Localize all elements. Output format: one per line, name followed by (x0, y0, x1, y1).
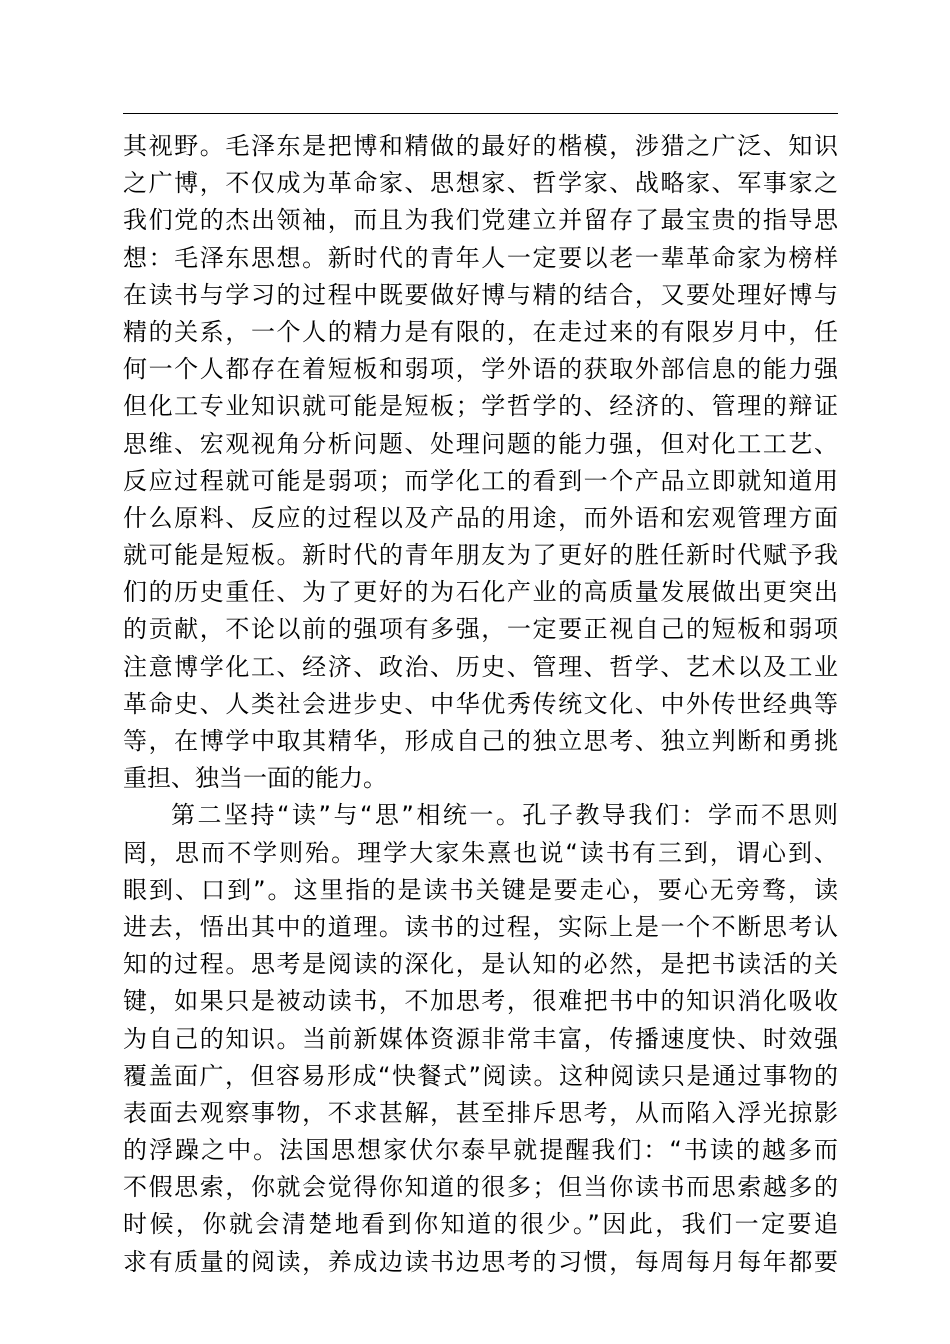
text-line: 的贡献，不论以前的强项有多强，一定要正视自己的短板和弱项 (123, 615, 838, 644)
text-line: 想：毛泽东思想。新时代的青年人一定要以老一辈革命家为榜样 (123, 243, 838, 272)
text-line: 表面去观察事物，不求甚解，甚至排斥思考，从而陷入浮光掠影 (123, 1098, 838, 1127)
text-line: 时候，你就会清楚地看到你知道的很少。”因此，我们一定要追 (123, 1210, 838, 1239)
text-line: 注意博学化工、经济、政治、历史、管理、哲学、艺术以及工业 (123, 652, 838, 681)
text-line: 们的历史重任、为了更好的为石化产业的高质量发展做出更突出 (123, 578, 838, 607)
text-line: 但化工专业知识就可能是短板；学哲学的、经济的、管理的辩证 (123, 392, 838, 421)
text-line: 就可能是短板。新时代的青年朋友为了更好的胜任新时代赋予我 (123, 541, 838, 570)
header-rule (123, 113, 838, 114)
text-line: 为自己的知识。当前新媒体资源非常丰富，传播速度快、时效强 (123, 1024, 838, 1053)
text-line: 求有质量的阅读，养成边读书边思考的习惯，每周每月每年都要 (123, 1247, 838, 1276)
paragraph-read-and-think (123, 797, 838, 1280)
document-body (123, 128, 838, 1281)
text-line: 知的过程。思考是阅读的深化，是认知的必然，是把书读活的关 (123, 950, 838, 979)
text-line: 反应过程就可能是弱项；而学化工的看到一个产品立即就知道用 (123, 466, 838, 495)
text-line: 什么原料、反应的过程以及产品的用途，而外语和宏观管理方面 (123, 503, 838, 532)
text-line: 精的关系，一个人的精力是有限的，在走过来的有限岁月中，任 (123, 317, 838, 346)
text-line: 革命史、人类社会进步史、中华优秀传统文化、中外传世经典等 (123, 689, 838, 718)
text-line: 的浮躁之中。法国思想家伏尔泰早就提醒我们：“书读的越多而 (123, 1136, 838, 1165)
text-line: 之广博，不仅成为革命家、思想家、哲学家、战略家、军事家之 (123, 169, 838, 198)
text-line: 进去，悟出其中的道理。读书的过程，实际上是一个不断思考认 (123, 912, 838, 941)
text-line: 重担、独当一面的能力。 (123, 764, 387, 793)
text-line: 不假思索，你就会觉得你知道的很多；但当你读书而思索越多的 (123, 1173, 838, 1202)
text-line: 我们党的杰出领袖，而且为我们党建立并留存了最宝贵的指导思 (123, 206, 838, 235)
text-line: 等，在博学中取其精华，形成自己的独立思考、独立判断和勇挑 (123, 727, 838, 755)
text-line: 罔，思而不学则殆。理学大家朱熹也说“读书有三到，谓心到、 (123, 838, 838, 867)
text-line: 在读书与学习的过程中既要做好博与精的结合，又要处理好博与 (123, 280, 838, 309)
text-line: 思维、宏观视角分析问题、处理问题的能力强，但对化工工艺、 (123, 429, 838, 458)
paragraph-continuation (123, 128, 838, 797)
text-line: 眼到、口到”。这里指的是读书关键是要走心，要心无旁骛，读 (123, 875, 838, 904)
text-line: 其视野。毛泽东是把博和精做的最好的楷模，涉猎之广泛、知识 (123, 132, 838, 160)
text-line: 键，如果只是被动读书，不加思考，很难把书中的知识消化吸收 (123, 987, 838, 1016)
text-line: 何一个人都存在着短板和弱项，学外语的获取外部信息的能力强 (123, 355, 838, 384)
text-line: 覆盖面广，但容易形成“快餐式”阅读。这种阅读只是通过事物的 (123, 1061, 838, 1090)
text-line: 第二坚持“读”与“思”相统一。孔子教导我们：学而不思则 (171, 801, 838, 830)
